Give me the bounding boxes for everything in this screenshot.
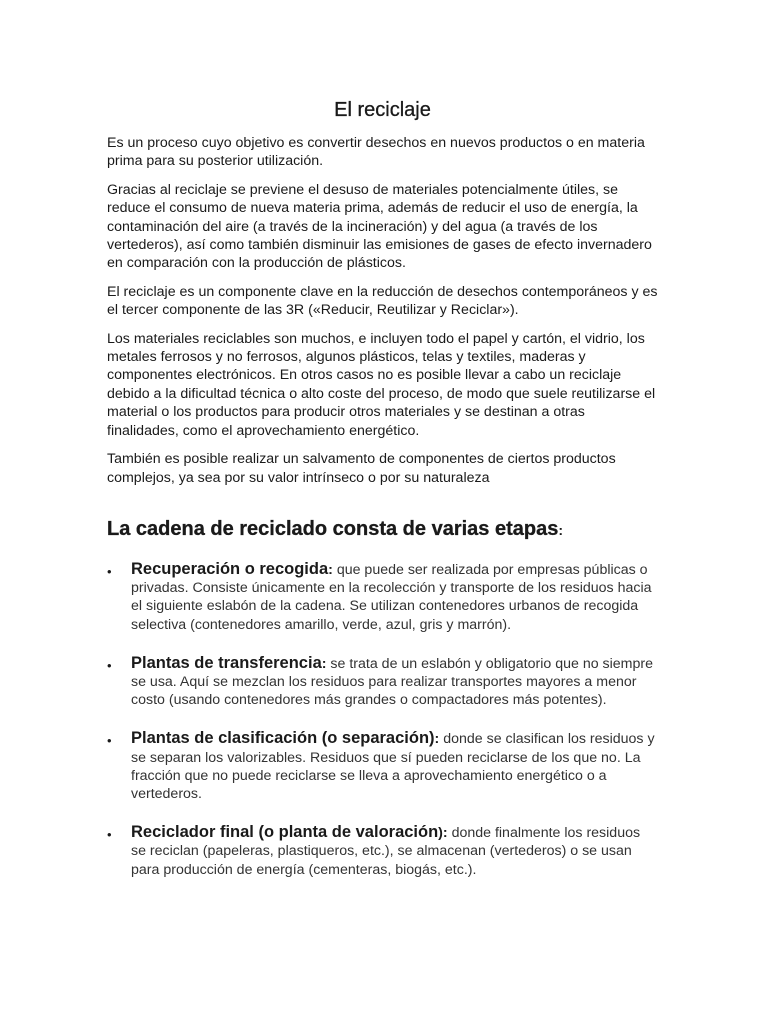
stage-separator: : — [321, 655, 327, 672]
paragraph-definition: Es un proceso cuyo objetivo es convertir desechos en nuevos productos o en materia prima para su posterior utilización. — [107, 135, 645, 170]
section-heading — [107, 517, 658, 542]
stage-description: que puede ser realizada por empresas públicas o privadas. Consiste únicamente en la recolección y transporte de los residuos hacia el siguiente eslabón de la cadena. Se utilizan contenedores urbanos de recogida selectiva (contenedores amarillo, verde, azul, gris y marrón). — [131, 561, 652, 633]
stage-term: Plantas de clasificación (o separación) — [131, 729, 435, 748]
list-item — [107, 823, 658, 879]
paragraph-salvage: También es posible realizar un salvamento de componentes de ciertos productos complejos, ya sea por su valor intrínseco o por su naturaleza — [107, 451, 616, 486]
paragraph-benefits: Gracias al reciclaje se previene el desuso de materiales potencialmente útiles, se reduce el consumo de nueva materia prima, además de reducir el uso de energía, la contaminación del aire (a través de la incineración) y del agua (a través de los vertederos), así como también disminuir las emisiones de gases de efecto invernadero en comparación con la producción de plásticos. — [107, 181, 652, 272]
stage-term: Plantas de transferencia — [131, 653, 322, 672]
stage-separator: : — [328, 561, 333, 578]
paragraph-materials: Los materiales reciclables son muchos, e incluyen todo el papel y cartón, el vidrio, los metales ferrosos y no ferrosos, algunos plásticos, telas y textiles, maderas y componentes electrónicos. En otros casos no es posible llevar a cabo un reciclaje debido a la dificultad técnica o alto coste del proceso, de modo que suele reutilizarse el material o los productos para producir otros materiales y se destinan a otras finalidades, como el aprovechamiento energético. — [107, 330, 656, 439]
paragraph-3r: El reciclaje es un componente clave en la reducción de desechos contemporáneos y es el tercer componente de las 3R («Reducir, Reutilizar y Reciclar»). — [107, 283, 658, 319]
stage-description: se trata de un eslabón y obligatorio que no siempre se usa. Aquí se mezclan los residuos para realizar transportes mayores a menor costo (usando contenedores más grandes o compactadores más potentes). — [131, 655, 654, 709]
bullet-icon: • — [107, 563, 112, 579]
stage-term: Reciclador final (o planta de valoración — [131, 823, 439, 842]
bullet-icon: • — [107, 827, 112, 843]
document-title: El reciclaje — [334, 99, 431, 121]
stage-separator: ): — [438, 825, 448, 842]
stage-description: donde finalmente los residuos se reciclan (papeleras, plastiqueros, etc.), se almacenan (vertederos) o se usan para producción de energía (cementeras, biogás, etc.). — [131, 825, 641, 878]
bullet-icon: • — [107, 657, 112, 673]
section-heading-colon: : — [558, 521, 563, 538]
list-item — [107, 560, 658, 634]
stages-list — [107, 560, 658, 879]
bullet-icon: • — [107, 733, 112, 749]
stage-separator: : — [434, 731, 440, 748]
stage-description: donde se clasifican los residuos y se separan los valorizables. Residuos que sí pueden reciclarse de los que no. La fracción que no puede reciclarse se lleva a aprovechamiento energético o a vertederos. — [131, 731, 655, 802]
section-heading-text: La cadena de reciclado consta de varias etapas — [107, 517, 559, 540]
list-item — [107, 654, 658, 710]
list-item — [107, 729, 658, 803]
stage-term: Recuperación o recogida — [131, 559, 329, 578]
